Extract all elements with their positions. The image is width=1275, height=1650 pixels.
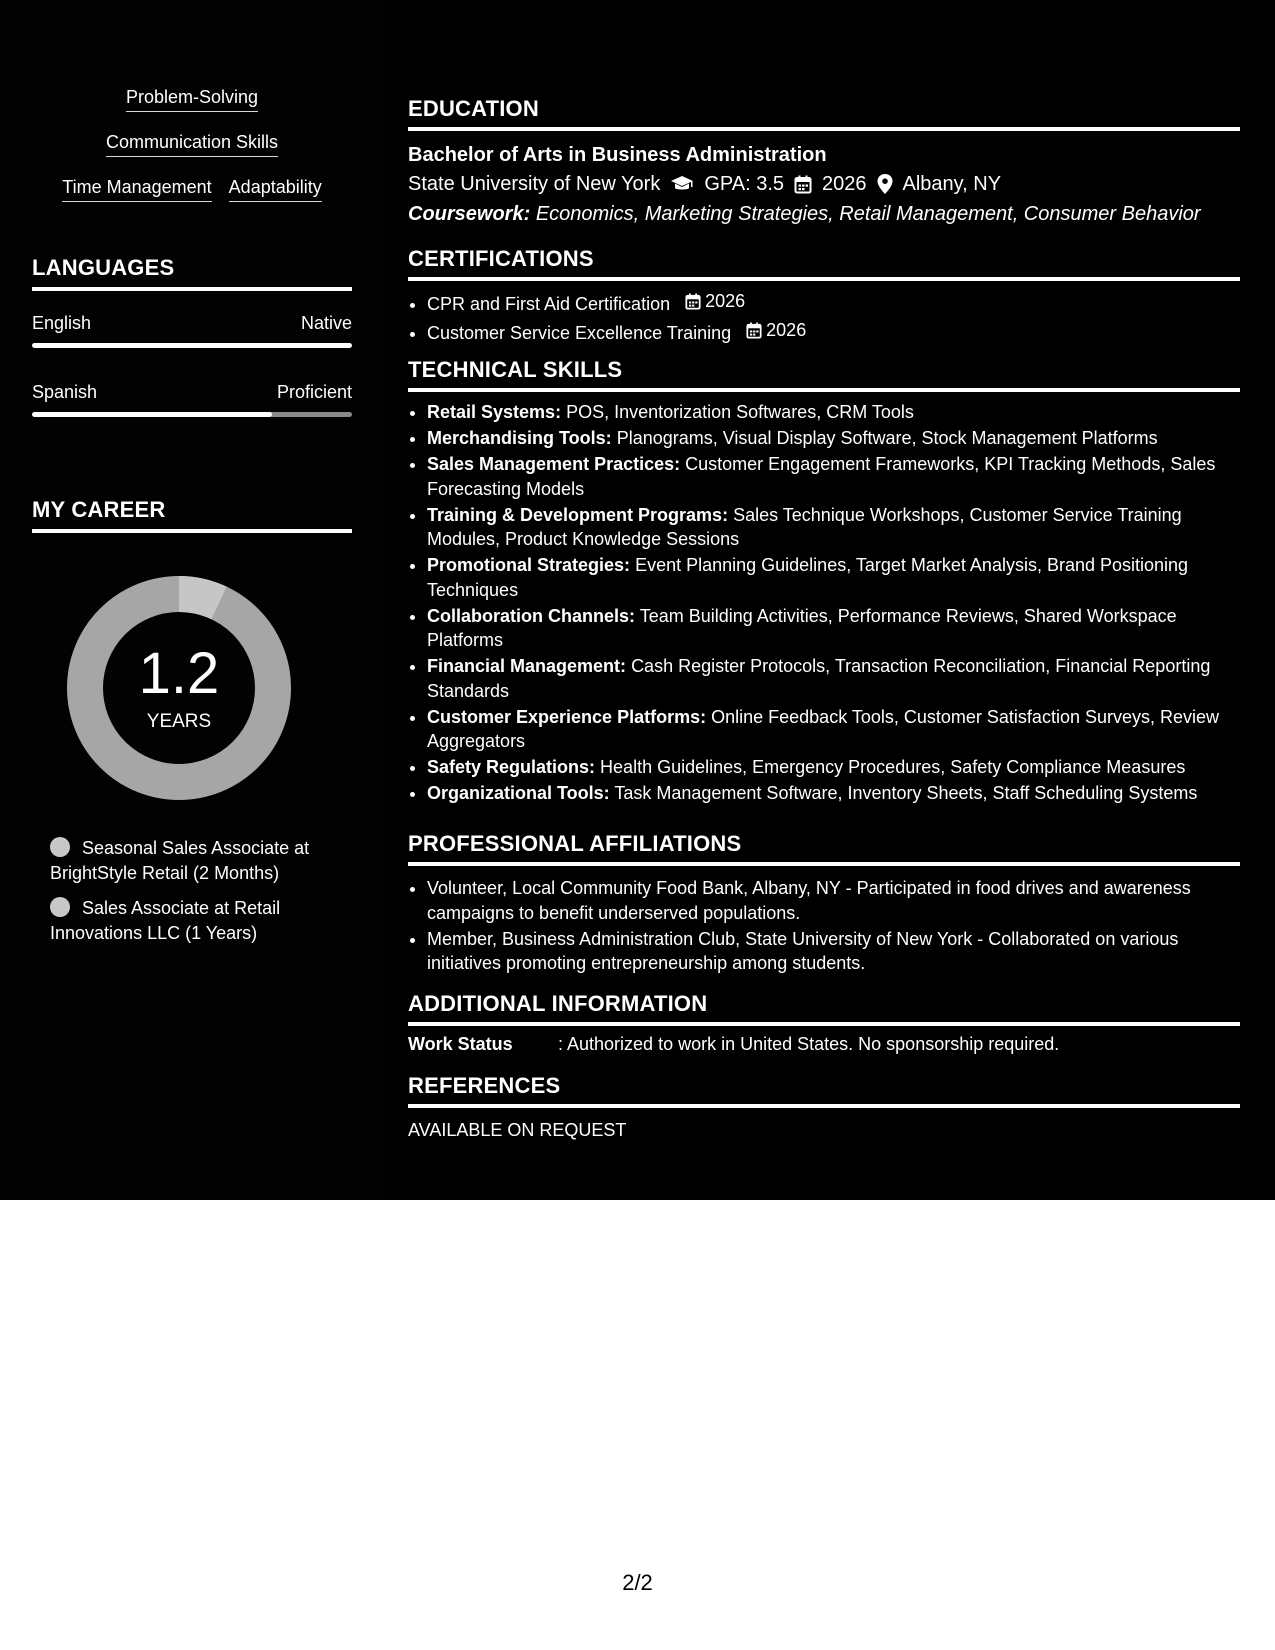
career-donut-chart (67, 576, 291, 800)
skill-details: Health Guidelines, Emergency Procedures, Safety Compliance Measures (600, 757, 1186, 777)
career-item-text: Seasonal Sales Associate at BrightStyle Retail (2 Months) (50, 838, 310, 883)
language-name: English (32, 313, 92, 333)
skills-list (32, 86, 352, 221)
certification-item (427, 289, 1240, 316)
skill-category: Sales Management Practices: (427, 454, 681, 474)
technical-skill-item (427, 705, 1240, 754)
calendar-icon (746, 322, 762, 339)
skill-category: Training & Development Programs: (427, 504, 729, 525)
skill-tag: Communication Skills (106, 131, 278, 157)
language-name: Spanish (32, 382, 98, 402)
language-level: Proficient (276, 382, 352, 402)
technical-skill-item (427, 426, 1240, 451)
coursework-list: Economics, Marketing Strategies, Retail Management, Consumer Behavior (535, 203, 1201, 225)
language-item (32, 313, 352, 348)
work-status-label: Work Status (408, 1034, 513, 1054)
skill-details: POS, Inventorization Softwares, CRM Tools (566, 402, 914, 422)
references-text: AVAILABLE ON REQUEST (408, 1120, 627, 1140)
language-level: Native (300, 313, 352, 333)
affiliation-item: • Volunteer, Local Community Food Bank, Albany, NY - Participated in food drives and awareness campaigns to benefit underserved populations. (427, 876, 1240, 925)
skill-details: Task Management Software, Inventory Sheets, Staff Scheduling Systems (614, 783, 1198, 803)
coursework (408, 199, 1240, 229)
career-dot-icon (50, 897, 70, 917)
language-bar (32, 412, 352, 417)
calendar-icon (685, 293, 701, 310)
technical-skill-item (427, 503, 1240, 552)
skill-category: Customer Experience Platforms: (427, 706, 707, 727)
certification-item (427, 318, 1240, 345)
skill-details: Customer Engagement Frameworks, KPI Tracking Methods, Sales Forecasting Models (427, 454, 1216, 499)
skill-details: Online Feedback Tools, Customer Satisfaction Surveys, Review Aggregators (427, 706, 1220, 751)
technical-skill-item (427, 781, 1240, 806)
technical-skill-item (427, 755, 1240, 780)
languages-heading: LANGUAGES (32, 255, 352, 291)
education-section (408, 96, 1240, 229)
sidebar (0, 0, 382, 1200)
skill-tag: Adaptability (229, 176, 322, 202)
technical-skill-item (427, 553, 1240, 602)
career-years-label: YEARS (146, 711, 212, 732)
graduation-year: 2026 (822, 173, 867, 195)
technical-skill-item (427, 654, 1240, 703)
skill-details: Planograms, Visual Display Software, Stock Management Platforms (616, 428, 1158, 448)
work-status-value: : Authorized to work in United States. No sponsorship required. (558, 1034, 1060, 1054)
skill-category: Promotional Strategies: (427, 555, 631, 575)
technical-skill-item (427, 452, 1240, 501)
language-bar-fill (32, 412, 272, 417)
affiliations-section (408, 831, 1240, 977)
coursework-label: Coursework: (408, 203, 531, 225)
career-dot-icon (50, 837, 70, 857)
education-details (408, 169, 1240, 199)
additional-info-heading: ADDITIONAL INFORMATION (408, 991, 1240, 1026)
skill-category: Retail Systems: (427, 402, 562, 422)
skill-details: Sales Technique Workshops, Customer Service Training Modules, Product Knowledge Sessions (427, 504, 1182, 549)
career-item (50, 896, 360, 946)
career-years-value: 1.2 (138, 641, 220, 706)
skill-details: Team Building Activities, Performance Reviews, Shared Workspace Platforms (427, 605, 1177, 650)
technical-skills-section (408, 357, 1240, 807)
technical-skill-item (427, 604, 1240, 653)
certification-name: Customer Service Excellence Training (427, 322, 732, 343)
skill-tag: Problem-Solving (126, 86, 258, 112)
career-heading: MY CAREER (32, 497, 352, 533)
gpa: GPA: 3.5 (704, 173, 785, 195)
donut-segment (179, 594, 219, 603)
skill-category: Safety Regulations: (427, 757, 596, 777)
certifications-list (408, 289, 1240, 345)
calendar-icon (794, 175, 812, 194)
skill-category: Organizational Tools: (427, 783, 610, 803)
education-location: Albany, NY (902, 173, 1002, 195)
degree: Bachelor of Arts in Business Administration (408, 144, 827, 166)
certification-year: 2026 (705, 291, 746, 311)
language-bar (32, 343, 352, 348)
affiliation-item: • Member, Business Administration Club, State University of New York - Collaborated on various initiatives promoting entrepreneurship among students. (427, 927, 1240, 976)
graduation-cap-icon (670, 175, 694, 193)
page-number: 2/2 (622, 1570, 653, 1595)
technical-skills-list (408, 400, 1240, 806)
work-status-row (408, 1034, 1240, 1055)
skill-category: Financial Management: (427, 656, 627, 676)
language-bar-fill (32, 343, 352, 348)
career-item (50, 836, 360, 886)
technical-skills-heading: TECHNICAL SKILLS (408, 357, 1240, 392)
skill-tag: Time Management (62, 176, 211, 202)
language-item (32, 382, 352, 417)
references-heading: REFERENCES (408, 1073, 1240, 1108)
technical-skill-item (427, 400, 1240, 425)
skill-details: Cash Register Protocols, Transaction Reconciliation, Financial Reporting Standards (427, 656, 1211, 701)
career-list (50, 836, 360, 956)
location-pin-icon (877, 174, 893, 194)
references-section (408, 1073, 1240, 1141)
affiliations-list (408, 876, 1240, 976)
skill-category: Collaboration Channels: (427, 605, 636, 626)
certification-name: CPR and First Aid Certification (427, 293, 671, 314)
certification-year: 2026 (766, 319, 807, 340)
affiliations-heading: PROFESSIONAL AFFILIATIONS (408, 831, 1240, 866)
education-heading: EDUCATION (408, 96, 1240, 131)
skill-row (32, 131, 352, 176)
skill-category: Merchandising Tools: (427, 428, 612, 448)
skill-details: Event Planning Guidelines, Target Market Analysis, Brand Positioning Techniques (427, 555, 1189, 600)
skill-row (32, 86, 352, 131)
certifications-heading: CERTIFICATIONS (408, 246, 1240, 281)
additional-info-section (408, 991, 1240, 1055)
school: State University of New York (408, 173, 661, 195)
career-item-text: Sales Associate at Retail Innovations LLC (1 Years) (50, 898, 281, 943)
certifications-section (408, 246, 1240, 347)
skill-row (32, 176, 352, 221)
